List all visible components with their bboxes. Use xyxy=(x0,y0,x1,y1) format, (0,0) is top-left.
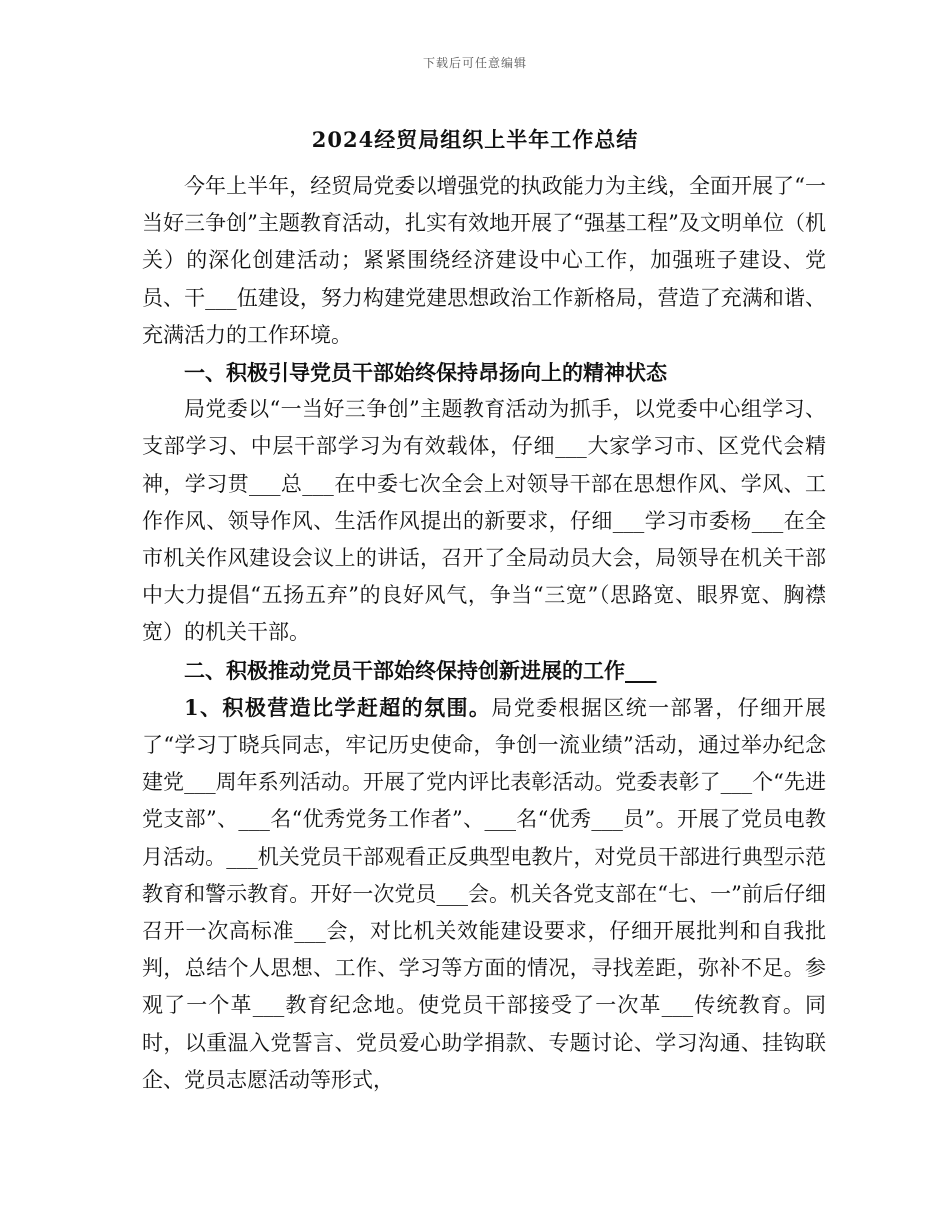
section-2-item-1-lead: 1、积极营造比学赶超的氛围。 xyxy=(184,694,492,720)
page-header-note: 下载后可任意编辑 xyxy=(422,56,527,70)
section-2-heading: 二、积极推动党员干部始终保持创新进展的工作___ xyxy=(184,657,657,683)
document-body xyxy=(142,168,826,1099)
intro-paragraph: 今年上半年，经贸局党委以增强党的执政能力为主线，全面开展了“一当好三争创”主题教育活动，扎实有效地开展了“强基工程”及文明单位（机关）的深化创建活动；紧紧围绕经济建设中心工作，加强班子建设、党员、干___伍建设，努力构建党建思想政治工作新格局，营造了充满和谐、充满活力的工作环境。 xyxy=(142,174,826,347)
section-1-paragraph: 局党委以“一当好三争创”主题教育活动为抓手，以党委中心组学习、支部学习、中层干部学习为有效载体，仔细___大家学习市、区党代会精神，学习贯___总___在中委七次全会上对领导干部在思想作风、学风、工作作风、领导作风、生活作风提出的新要求，仔细___学习市委杨___在全市机关作风建设会议上的讲话，召开了全局动员大会，局领导在机关干部中大力提倡“五扬五弃”的良好风气，争当“三宽”（思路宽、眼界宽、胸襟宽）的机关干部。 xyxy=(142,397,826,645)
section-2-item-1-body: 局党委根据区统一部署，仔细开展了“学习丁晓兵同志，牢记历史使命，争创一流业绩”活动，通过举办纪念建党___周年系列活动。开展了党内评比表彰活动。党委表彰了___个“先进党支部”、___名“优秀党务工作者”、___名“优秀___员”。开展了党员电教月活动。___机关党员干部观看正反典型电教片，对党员干部进行典型示范教育和警示教育。开好一次党员___会。机关各党支部在“七、一”前后仔细召开一次高标准___会，对比机关效能建设要求，仔细开展批判和自我批判，总结个人思想、工作、学习等方面的情况，寻找差距，弥补不足。参观了一个革___教育纪念地。使党员干部接受了一次革___传统教育。同时，以重温入党誓言、党员爱心助学捐款、专题讨论、学习沟通、挂钩联企、党员志愿活动等形式， xyxy=(142,695,826,1092)
section-2-item-1-paragraph xyxy=(142,689,826,1099)
section-1-heading: 一、积极引导党员干部始终保持昂扬向上的精神状态 xyxy=(184,360,667,386)
document-title: 2024经贸局组织上半年工作总结 xyxy=(311,127,639,152)
